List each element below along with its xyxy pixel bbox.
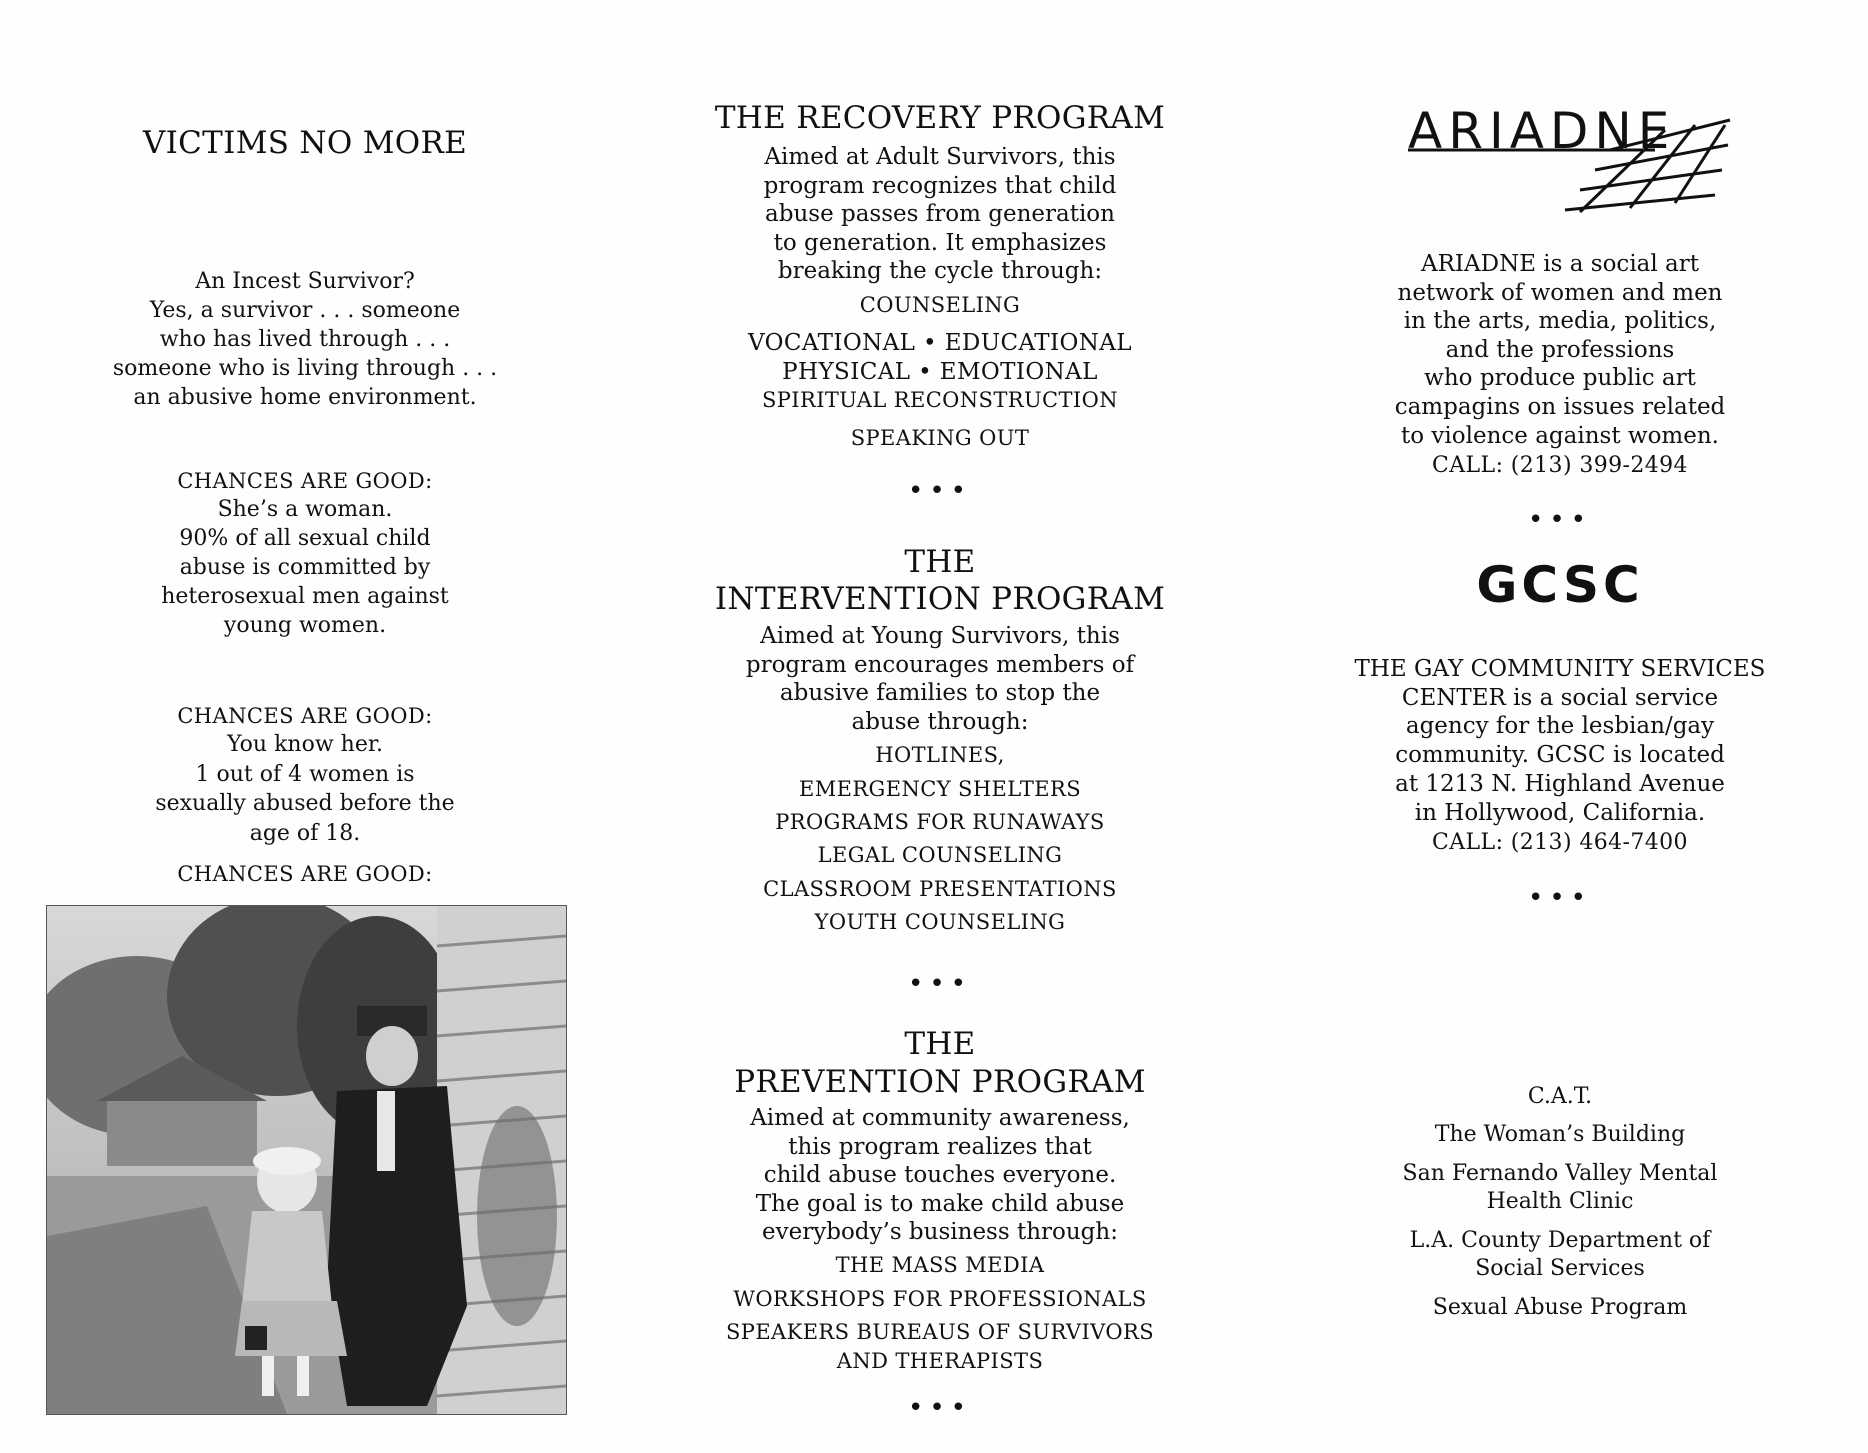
intervention-program-title-line1: THE xyxy=(904,544,976,580)
intervention-item: HOTLINES, xyxy=(875,743,1005,767)
family-photo xyxy=(46,905,567,1415)
chances-text-1: She’s a woman. 90% of all sexual child abuse is committed by heterosexual men against young women. xyxy=(161,497,449,638)
prevention-item: THE MASS MEDIA xyxy=(835,1253,1045,1277)
intervention-item: LEGAL COUNSELING xyxy=(817,843,1063,867)
recovery-item: VOCATIONAL • EDUCATIONAL xyxy=(748,330,1132,356)
section-divider-dots: ••• xyxy=(907,1393,972,1423)
prevention-program-title-line2: PREVENTION PROGRAM xyxy=(734,1064,1146,1100)
victims-no-more-title: VICTIMS NO MORE xyxy=(142,125,468,161)
partner-item: C.A.T. xyxy=(1527,1084,1593,1109)
intervention-item: CLASSROOM PRESENTATIONS xyxy=(763,877,1117,901)
gcsc-description: THE GAY COMMUNITY SERVICES CENTER is a social service agency for the lesbian/gay community. GCSC is located at 1213 N. Highland Avenue in Hollywood, California. xyxy=(1354,656,1766,826)
right-panel xyxy=(1310,0,1810,1453)
chances-heading-3: CHANCES ARE GOOD: xyxy=(177,862,433,886)
section-divider-dots: ••• xyxy=(1527,883,1592,913)
intervention-item: YOUTH COUNSELING xyxy=(814,910,1066,934)
gcsc-phone: CALL: (213) 464-7400 xyxy=(1432,830,1688,855)
partner-item: L.A. County Department of Social Services xyxy=(1409,1228,1711,1281)
section-divider-dots: ••• xyxy=(907,969,972,999)
recovery-program-text: Aimed at Adult Survivors, this program recognizes that child abuse passes from generation to generation. It emphasizes breaking the cycle through: xyxy=(763,144,1117,285)
recovery-program-title: THE RECOVERY PROGRAM xyxy=(714,100,1166,136)
chances-text-2: You know her. 1 out of 4 women is sexually abused before the age of 18. xyxy=(155,732,455,846)
ariadne-logo-graphic xyxy=(1310,90,1810,220)
recovery-item: SPEAKING OUT xyxy=(850,426,1030,450)
gcsc-logo: GCSC xyxy=(1476,556,1644,614)
recovery-item: COUNSELING xyxy=(859,293,1021,317)
ariadne-description: ARIADNE is a social art network of women and men in the arts, media, politics, and the professions who produce public art campagins on issues related to violence against women. xyxy=(1394,251,1726,449)
prevention-item: SPEAKERS BUREAUS OF SURVIVORS xyxy=(726,1320,1154,1344)
ariadne-phone: CALL: (213) 399-2494 xyxy=(1432,453,1688,478)
prevention-item: AND THERAPISTS xyxy=(836,1349,1044,1373)
chances-heading-2: CHANCES ARE GOOD: xyxy=(177,704,433,728)
partner-item: The Woman’s Building xyxy=(1434,1122,1686,1147)
chances-heading-1: CHANCES ARE GOOD: xyxy=(177,469,433,493)
recovery-item: PHYSICAL • EMOTIONAL xyxy=(782,359,1098,385)
prevention-program-text: Aimed at community awareness, this program realizes that child abuse touches everyone. The goal is to make child abuse everybody’s business through: xyxy=(750,1105,1130,1246)
recovery-item: SPIRITUAL RECONSTRUCTION xyxy=(761,388,1119,412)
family-photo-image xyxy=(47,906,566,1414)
ariadne-logo xyxy=(1310,90,1810,220)
intervention-item: PROGRAMS FOR RUNAWAYS xyxy=(775,810,1105,834)
middle-panel xyxy=(660,0,1220,1453)
prevention-program-title-line1: THE xyxy=(904,1026,976,1062)
intervention-program-text: Aimed at Young Survivors, this program encourages members of abusive families to stop the abuse through: xyxy=(745,623,1135,735)
intervention-item: EMERGENCY SHELTERS xyxy=(798,777,1082,801)
section-divider-dots: ••• xyxy=(907,476,972,506)
intervention-program-title-line2: INTERVENTION PROGRAM xyxy=(714,581,1166,617)
section-divider-dots: ••• xyxy=(1527,505,1592,535)
prevention-item: WORKSHOPS FOR PROFESSIONALS xyxy=(733,1287,1147,1311)
partner-item: San Fernando Valley Mental Health Clinic xyxy=(1402,1161,1718,1214)
partner-item: Sexual Abuse Program xyxy=(1432,1295,1688,1320)
ariadne-logo-text: ARIADNE xyxy=(1408,102,1676,160)
intro-text: An Incest Survivor? Yes, a survivor . . . someone who has lived through . . . someone who is living through . . . an abusive home environment. xyxy=(112,269,498,410)
